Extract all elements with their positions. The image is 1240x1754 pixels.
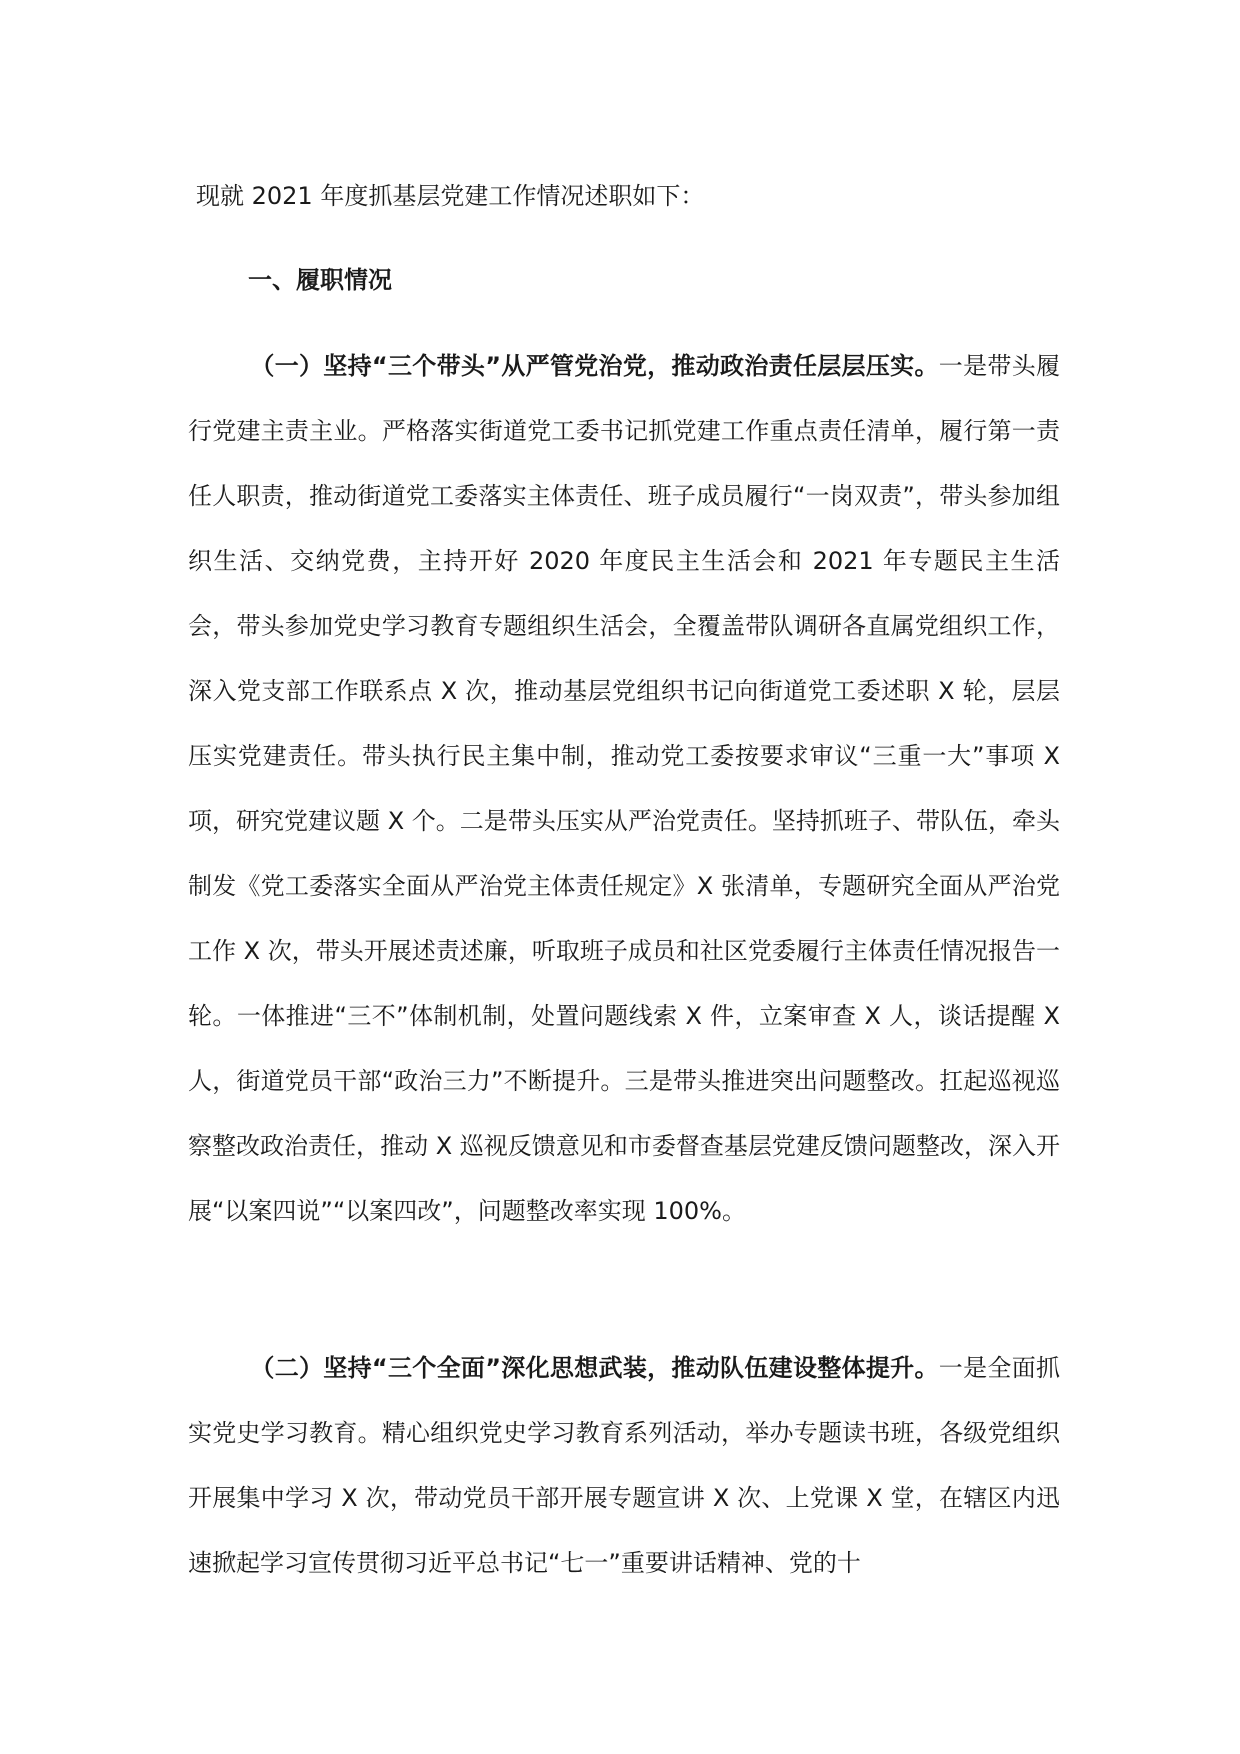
intro-line: 现就 2021 年度抓基层党建工作情况述职如下：	[196, 182, 705, 210]
paragraph-2-lead: （二）坚持“三个全面”深化思想武装，推动队伍建设整体提升。	[250, 1354, 939, 1382]
paragraph-1-lead: （一）坚持“三个带头”从严管党治党，推动政治责任层层压实。	[250, 352, 939, 380]
paragraph-1-body: 一是带头履行党建主责主业。严格落实街道党工委书记抓党建工作重点责任清单，履行第一责任人职责，推动街道党工委落实主体责任、班子成员履行“一岗双责”，带头参加组织生活、交纳党费，主持开好 2020 年度民主生活会和 2021 年专题民主生活会，带头参加党史学习教育专题组织生活会，全覆盖带队调研各直属党组织工作，深入党支部工作联系点 X 次，推动基层党组织书记向街道党工委述职 X 轮，层层压实党建责任。带头执行民主集中制，推动党工委按要求审议“三重一大”事项 X 项，研究党建议题 X 个。二是带头压实从严治党责任。坚持抓班子、带队伍，牵头制发《党工委落实全面从严治党主体责任规定》X 张清单，专题研究全面从严治党工作 X 次，带头开展述责述廉，听取班子成员和社区党委履行主体责任情况报告一轮。一体推进“三不”体制机制，处置问题线索 X 件，立案审查 X 人，谈话提醒 X 人，街道党员干部“政治三力”不断提升。三是带头推进突出问题整改。扛起巡视巡察整改政治责任，推动 X 巡视反馈意见和市委督查基层党建反馈问题整改，深入开展“以案四说”“以案四改”，问题整改率实现 100%。	[188, 352, 1061, 1225]
section-heading: 一、履职情况	[248, 266, 392, 294]
paragraph-2	[188, 1336, 1060, 1596]
paragraph-1	[188, 334, 1060, 1244]
paragraph-2-body: 一是全面抓实党史学习教育。精心组织党史学习教育系列活动，举办专题读书班，各级党组织开展集中学习 X 次，带动党员干部开展专题宣讲 X 次、上党课 X 堂，在辖区内迅速掀起学习宣传贯彻习近平总书记“七一”重要讲话精神、党的十	[188, 1354, 1061, 1577]
